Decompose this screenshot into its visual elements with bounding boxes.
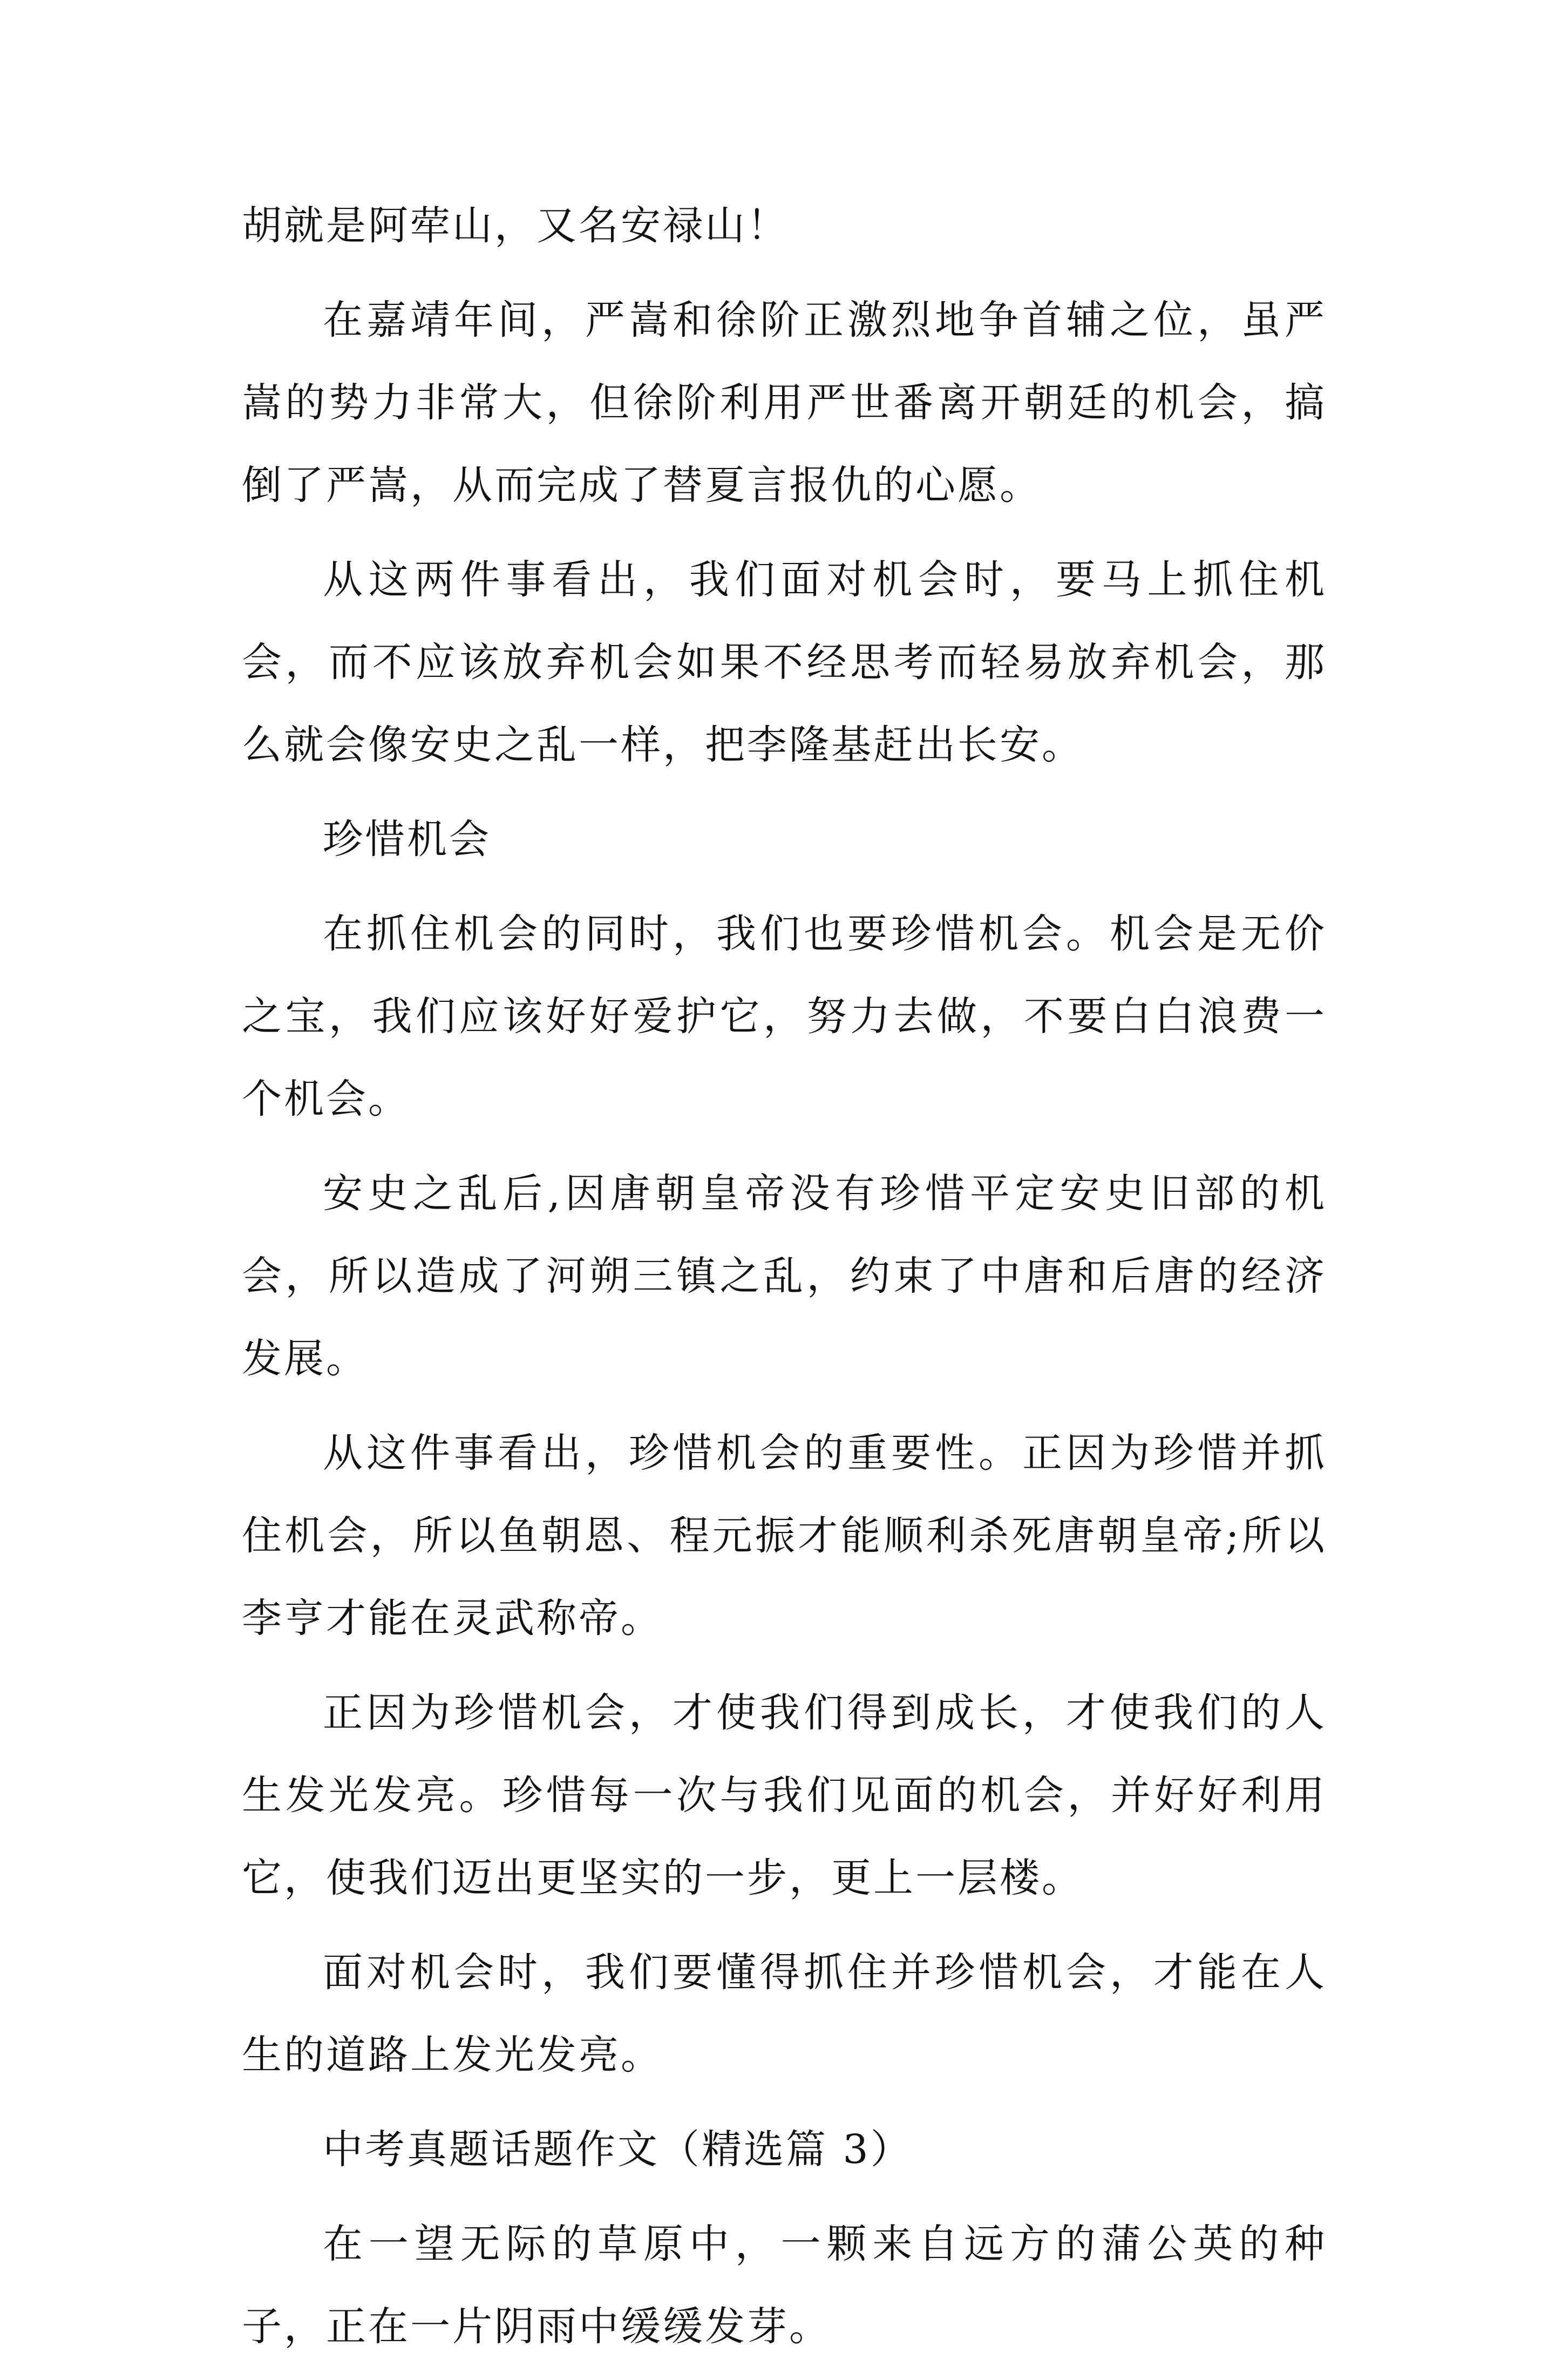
paragraph-growth: 正因为珍惜机会，才使我们得到成长，才使我们的人生发光发亮。珍惜每一次与我们见面的机会，并好好利用它，使我们迈出更坚实的一步，更上一层楼。 <box>242 1690 1327 1901</box>
paragraph-anshi-rebellion: 安史之乱后,因唐朝皇帝没有珍惜平定安史旧部的机会，所以造成了河朔三镇之乱，约束了中唐和后唐的经济发展。 <box>242 1170 1327 1382</box>
paragraph-conclusion: 面对机会时，我们要懂得抓住并珍惜机会，才能在人生的道路上发光发亮。 <box>242 1949 1327 2078</box>
paragraph-continuation: 胡就是阿荦山，又名安禄山！ <box>242 202 789 249</box>
paragraph-importance: 从这件事看出，珍惜机会的重要性。正因为珍惜并抓住机会，所以鱼朝恩、程元振才能顺利杀死唐朝皇帝;所以李亨才能在灵武称帝。 <box>242 1430 1327 1642</box>
section-heading-cherish-opportunity: 珍惜机会 <box>323 816 491 863</box>
paragraph-yansong-xujie: 在嘉靖年间，严嵩和徐阶正激烈地争首辅之位，虽严嵩的势力非常大，但徐阶利用严世番离开朝廷的机会，搞倒了严嵩，从而完成了替夏言报仇的心愿。 <box>242 297 1327 508</box>
paragraph-cherish-intro: 在抓住机会的同时，我们也要珍惜机会。机会是无价之宝，我们应该好好爱护它，努力去做，不要白白浪费一个机会。 <box>242 911 1327 1122</box>
essay-title-selection-3: 中考真题话题作文（精选篇 3） <box>323 2126 913 2173</box>
paragraph-seize-opportunity: 从这两件事看出，我们面对机会时，要马上抓住机会，而不应该放弃机会如果不经思考而轻易放弃机会，那么就会像安史之乱一样，把李隆基赶出长安。 <box>242 557 1327 768</box>
document-body <box>242 185 1327 2380</box>
paragraph-dandelion: 在一望无际的草原中，一颗来自远方的蒲公英的种子，正在一片阴雨中缓缓发芽。 <box>242 2221 1327 2350</box>
